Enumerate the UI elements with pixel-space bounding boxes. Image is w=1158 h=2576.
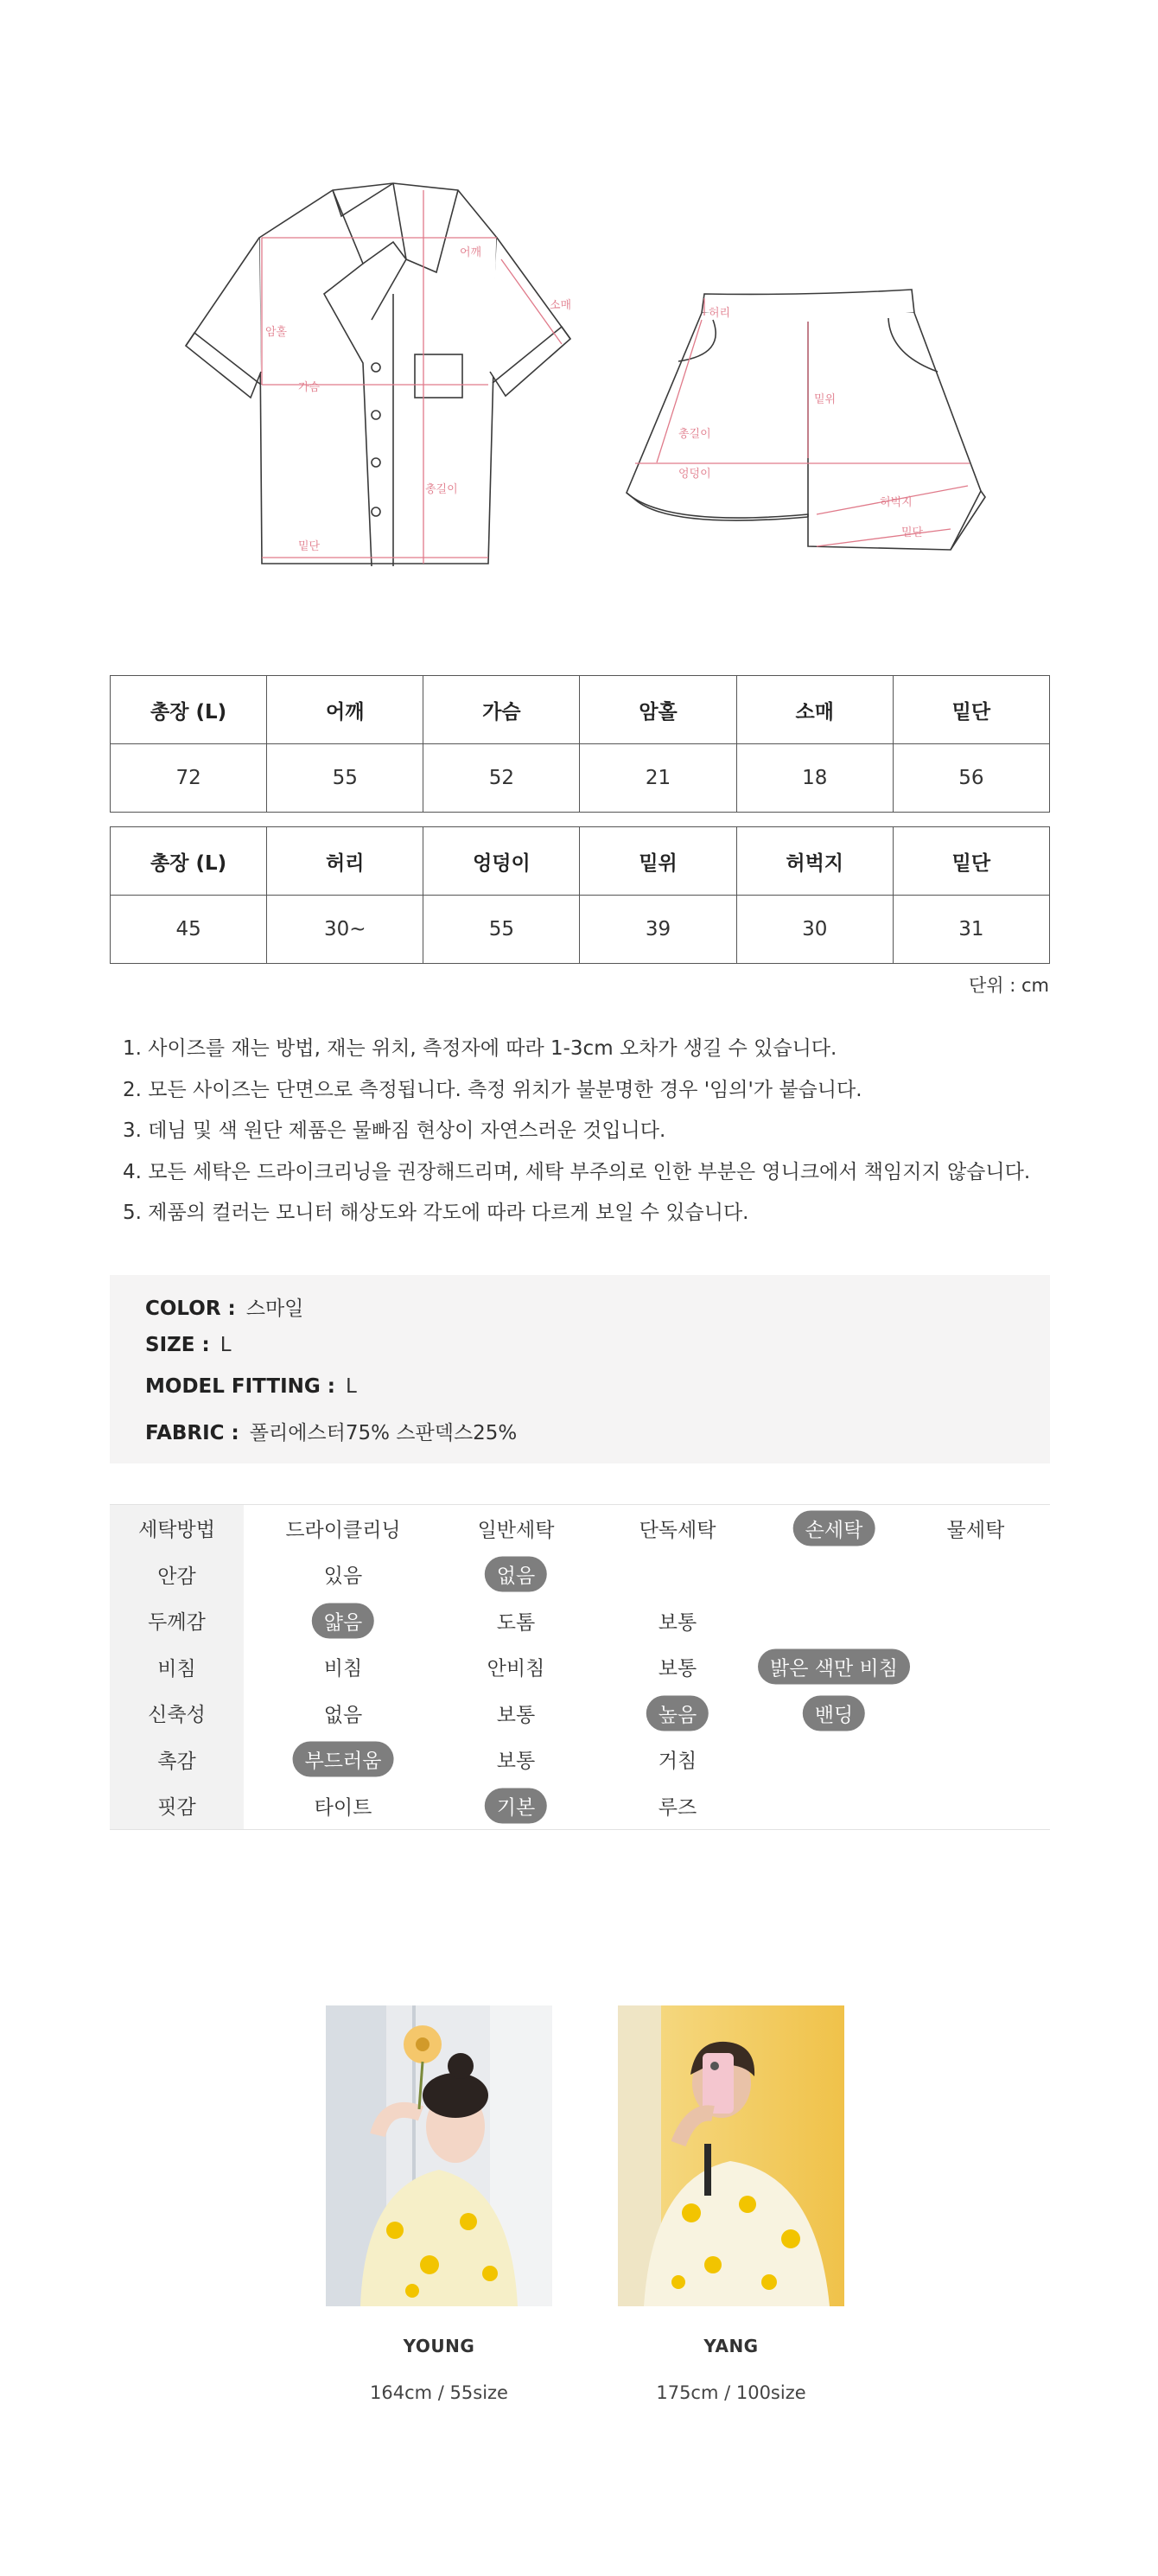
table-header-cell: 엉덩이 [423,827,580,896]
shirt-label-length: 총길이 [425,483,458,496]
model-card-young [326,2005,552,2403]
table-header-cell: 허벅지 [736,827,893,896]
attr-option: 루즈 [658,1796,697,1820]
table-header-row [111,676,1050,744]
model-photo [326,2005,552,2306]
shirt-label-chest: 가슴 [298,381,321,394]
attr-option-selected: 부드러움 [293,1742,394,1777]
model-photo [618,2005,844,2306]
attr-option: 보통 [658,1611,697,1635]
table-cell: 39 [580,896,736,964]
product-info-box [110,1275,1050,1463]
shorts-label-length: 총길이 [678,428,711,441]
info-size-label: SIZE : [145,1334,210,1356]
attr-option-selected: 밴딩 [803,1695,865,1731]
top-size-table [110,675,1050,813]
attr-label: 비침 [110,1644,244,1691]
table-header-cell: 허리 [267,827,423,896]
attr-option: 있음 [323,1565,363,1588]
info-size [145,1334,232,1356]
attr-label: 세탁방법 [110,1505,244,1552]
table-header-cell: 암홀 [580,676,736,744]
attr-option: 드라이클리닝 [285,1519,401,1542]
attr-row-lining [110,1552,1050,1598]
shirt-diagram [186,183,570,566]
attr-option: 없음 [323,1704,363,1727]
table-header-row [111,827,1050,896]
table-cell: 55 [423,896,580,964]
shirt-label-hem: 밑단 [298,540,321,553]
table-cell: 21 [580,744,736,813]
attr-option: 보통 [496,1704,536,1727]
attr-option: 일반세탁 [477,1519,555,1542]
note-item: 5. 제품의 컬러는 모니터 해상도와 각도에 따라 다르게 보일 수 있습니다. [123,1202,749,1224]
size-notes [123,1029,1030,1234]
table-cell: 45 [111,896,267,964]
info-fabric [145,1417,517,1445]
info-fitting-label: MODEL FITTING : [145,1375,335,1398]
attr-row-texture [110,1737,1050,1783]
table-cell: 18 [736,744,893,813]
table-cell: 31 [893,896,1049,964]
attr-option: 도톰 [496,1611,536,1635]
note-item: 3. 데님 및 색 원단 제품은 물빠짐 현상이 자연스러운 것입니다. [123,1119,666,1142]
info-fitting [145,1375,357,1398]
table-header-cell: 어깨 [267,676,423,744]
shorts-diagram [627,290,985,550]
shirt-label-sleeve: 소매 [550,299,572,312]
attr-option-selected: 기본 [485,1788,547,1823]
attr-option-selected: 얇음 [312,1603,374,1638]
info-fabric-label: FABRIC : [145,1422,239,1444]
info-size-value: L [220,1334,232,1356]
attr-label: 두께감 [110,1597,244,1644]
table-cell: 72 [111,744,267,813]
unit-note: 단위 : cm [968,975,1049,996]
shorts-label-hem: 밑단 [901,526,924,539]
model-card-yang [618,2005,844,2403]
table-header-cell: 밑단 [893,676,1049,744]
shorts-label-waist: 허리 [709,307,731,320]
bottom-size-table [110,826,1050,964]
shorts-label-hip: 엉덩이 [678,468,711,481]
note-item: 1. 사이즈를 재는 방법, 재는 위치, 측정자에 따라 1-3cm 오차가 생길 수 있습니다. [123,1037,837,1060]
model-name: YANG [703,2336,759,2356]
attr-option: 거침 [658,1750,697,1773]
table-cell: 52 [423,744,580,813]
table-header-cell: 밑위 [580,827,736,896]
attr-option: 물세탁 [946,1519,1005,1542]
info-color-label: COLOR : [145,1298,236,1320]
attr-label: 핏감 [110,1782,244,1829]
attr-option: 단독세탁 [639,1519,716,1542]
table-header-cell: 밑단 [893,827,1049,896]
info-color-value: 스마일 [245,1298,304,1320]
note-item: 4. 모든 세탁은 드라이크리닝을 권장해드리며, 세탁 부주의로 인한 부분은 영니크에서 책임지지 않습니다. [123,1160,1031,1183]
table-row [111,896,1050,964]
attr-option: 보통 [496,1750,536,1773]
attr-option-selected: 밝은 색만 비침 [758,1649,910,1685]
attr-option: 타이트 [314,1796,372,1820]
table-header-cell: 총장 (L) [111,827,267,896]
attr-row-stretch [110,1690,1050,1737]
attr-label: 촉감 [110,1737,244,1783]
fabric-attributes-grid [110,1504,1050,1830]
attr-row-thickness [110,1597,1050,1644]
attr-option: 보통 [658,1657,697,1680]
table-cell: 30 [736,896,893,964]
attr-label: 신축성 [110,1690,244,1737]
model-photo-image [326,2005,552,2306]
attr-row-fit [110,1782,1050,1829]
info-color [145,1292,303,1321]
model-name: YOUNG [403,2336,475,2356]
measurement-diagram-svg [0,0,1158,622]
info-fitting-value: L [345,1375,357,1398]
attr-row-wash [110,1505,1050,1552]
attr-option-selected: 높음 [646,1695,709,1731]
shirt-label-armhole: 암홀 [265,326,288,339]
attr-label: 안감 [110,1552,244,1598]
table-cell: 56 [893,744,1049,813]
table-header-cell: 총장 (L) [111,676,267,744]
info-fabric-value: 폴리에스터75% 스판덱스25% [249,1422,518,1444]
table-cell: 30~ [267,896,423,964]
table-cell: 55 [267,744,423,813]
table-row [111,744,1050,813]
model-spec: 164cm / 55size [370,2382,508,2403]
measurement-diagrams [0,0,1158,622]
table-header-cell: 소매 [736,676,893,744]
shorts-label-rise: 밑위 [814,393,837,406]
table-header-cell: 가슴 [423,676,580,744]
attr-option-selected: 없음 [485,1557,547,1592]
note-item: 2. 모든 사이즈는 단면으로 측정됩니다. 측정 위치가 불분명한 경우 '임의'가 붙습니다. [123,1078,862,1101]
shirt-label-shoulder: 어깨 [460,246,482,259]
attr-option: 안비침 [487,1657,545,1680]
shorts-label-thigh: 허벅지 [880,496,913,509]
attr-option-selected: 손세탁 [793,1510,875,1546]
model-photo-image [618,2005,844,2306]
attr-option: 비침 [323,1657,363,1680]
attr-row-sheerness [110,1644,1050,1691]
model-spec: 175cm / 100size [656,2382,806,2403]
